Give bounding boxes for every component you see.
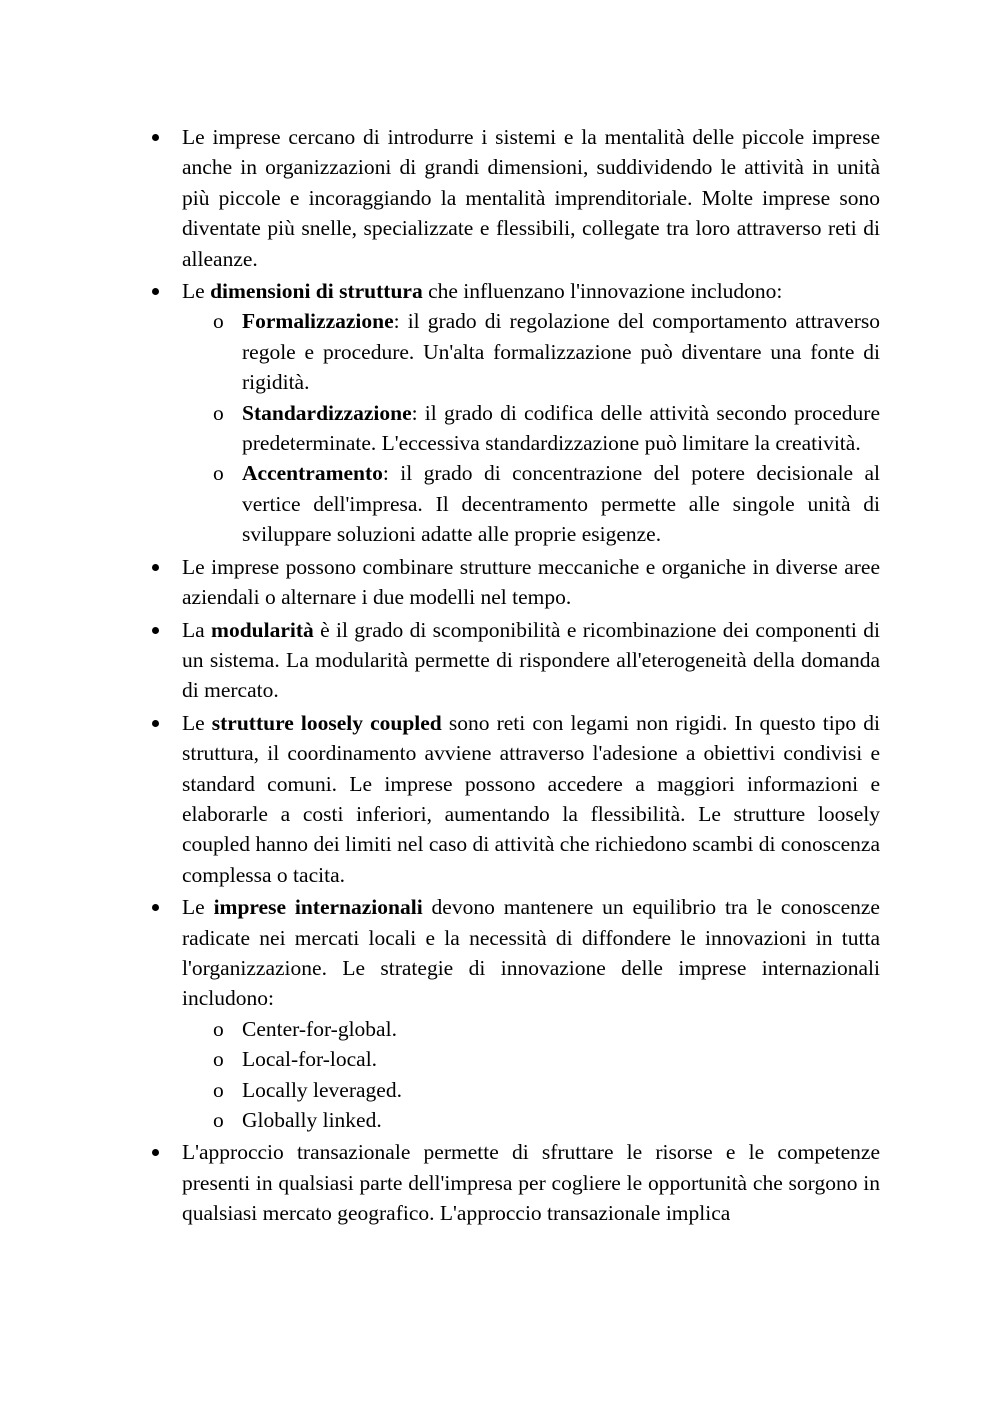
bullet-text xyxy=(182,276,880,306)
sub-list xyxy=(182,306,880,549)
circle-bullet-icon: o xyxy=(213,1077,224,1102)
circle-bullet-icon: o xyxy=(213,461,224,486)
text-run: è il grado di scomponibilità e ricombinazione dei componenti di un sistema. La modularità permette di rispondere all'eterogeneità della domanda di mercato. xyxy=(182,617,880,703)
bold-term: strutture loosely coupled xyxy=(211,710,442,735)
bullet-item xyxy=(152,708,880,890)
text-run: sono reti con legami non rigidi. In questo tipo di struttura, il coordinamento avviene attraverso l'adesione a obiettivi condivisi e standard comuni. Le imprese possono accedere a maggiori informazioni e elaborarle a costi inferiori, aumentando la flessibilità. Le strutture loosely coupled hanno dei limiti nel caso di attività che richiedono scambi di conoscenza complessa o tacita. xyxy=(182,710,880,887)
text-run: che influenzano l'innovazione includono: xyxy=(422,279,783,304)
sub-text xyxy=(242,398,880,459)
bullet-dot-icon xyxy=(152,904,159,911)
bold-term: imprese internazionali xyxy=(213,895,423,920)
text-run: : il grado di codifica delle attività secondo procedure predeterminate. L'eccessiva standardizzazione può limitare la creatività. xyxy=(242,400,880,456)
bullet-item xyxy=(152,1137,880,1228)
text-run: : il grado di regolazione del comportamento attraverso regole e procedure. Un'alta formalizzazione può diventare una fonte di rigidità. xyxy=(242,309,880,395)
sub-text: Globally linked. xyxy=(242,1108,382,1132)
text-run: Le xyxy=(182,895,214,920)
bullet-text xyxy=(182,708,880,890)
bullet-text xyxy=(182,892,880,1014)
circle-bullet-icon: o xyxy=(213,1047,224,1072)
document-content xyxy=(152,122,880,1231)
sub-item xyxy=(182,1014,880,1044)
text-run: Le xyxy=(182,279,211,304)
bullet-list xyxy=(152,122,880,1229)
sub-item xyxy=(182,306,880,397)
sub-item xyxy=(182,398,880,459)
circle-bullet-icon: o xyxy=(213,1016,224,1041)
bullet-dot-icon xyxy=(152,720,159,727)
bullet-item xyxy=(152,122,880,274)
bullet-item xyxy=(152,615,880,706)
bold-term: Standardizzazione xyxy=(242,400,412,425)
bullet-item xyxy=(152,276,880,550)
bullet-item xyxy=(152,552,880,613)
sub-text: Local-for-local. xyxy=(242,1047,378,1072)
sub-text: Center-for-global. xyxy=(242,1016,397,1041)
bold-term: modularità xyxy=(211,617,314,642)
bullet-dot-icon xyxy=(152,134,159,141)
sub-text xyxy=(242,306,880,397)
circle-bullet-icon: o xyxy=(213,1108,224,1132)
text-run: Le xyxy=(182,710,212,735)
sub-list xyxy=(182,1014,880,1136)
bullet-text xyxy=(182,615,880,706)
text-run: : il grado di concentrazione del potere decisionale al vertice dell'impresa. Il decentramento permette alle singole unità di sviluppare soluzioni adatte alle proprie esigenze. xyxy=(242,461,880,547)
bullet-item xyxy=(152,892,880,1135)
bullet-dot-icon xyxy=(152,564,159,571)
bullet-dot-icon xyxy=(152,1149,159,1156)
bullet-dot-icon xyxy=(152,627,159,634)
bullet-text: L'approccio transazionale permette di sfruttare le risorse e le competenze presenti in qualsiasi parte dell'impresa per cogliere le opportunità che sorgono in qualsiasi mercato geografico. L'approccio transazionale implica xyxy=(182,1140,880,1226)
sub-item xyxy=(182,458,880,549)
text-run: devono mantenere un equilibrio tra le conoscenze radicate nei mercati locali e la necessità di diffondere le innovazioni in tutta l'organizzazione. Le strategie di innovazione delle imprese internazionali includono: xyxy=(182,895,880,1011)
sub-item xyxy=(182,1044,880,1074)
sub-item xyxy=(182,1105,880,1135)
circle-bullet-icon: o xyxy=(213,400,224,425)
sub-text xyxy=(242,458,880,549)
bullet-dot-icon xyxy=(152,288,159,295)
bold-term: Formalizzazione xyxy=(242,309,394,334)
bullet-text: Le imprese cercano di introdurre i sistemi e la mentalità delle piccole imprese anche in organizzazioni di grandi dimensioni, suddividendo le attività in unità più piccole e incoraggiando la mentalità imprenditoriale. Molte imprese sono diventate più snelle, specializzate e flessibili, collegate tra loro attraverso reti di alleanze. xyxy=(182,125,880,271)
sub-item xyxy=(182,1075,880,1105)
bold-term: Accentramento xyxy=(242,461,383,486)
text-run: La xyxy=(182,617,212,642)
sub-text: Locally leveraged. xyxy=(242,1077,402,1102)
bold-term: dimensioni di struttura xyxy=(210,279,423,304)
circle-bullet-icon: o xyxy=(213,309,224,334)
bullet-text: Le imprese possono combinare strutture meccaniche e organiche in diverse aree aziendali o alternare i due modelli nel tempo. xyxy=(182,554,880,610)
